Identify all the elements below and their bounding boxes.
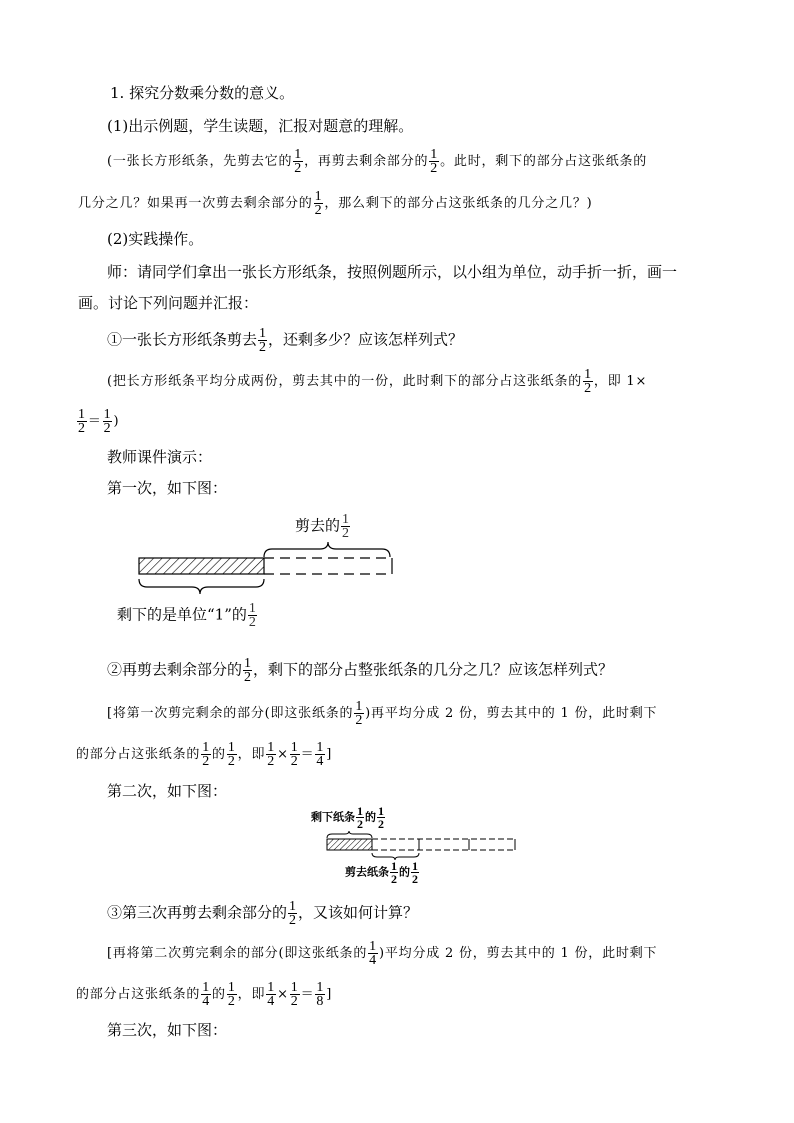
top-brace [264, 542, 390, 557]
remaining-part-hatched [139, 558, 264, 574]
figure-1 [117, 505, 410, 635]
question-2: ②再剪去剩余部分的 $\frac{1}{2}$ ，剩下的部分占整张纸条的几分之几？应该怎样列式？ [107, 656, 614, 685]
third-time-label: 第三次，如下图： [107, 1021, 228, 1039]
question-1: ①一张长方形纸条剪去 $\frac{1}{2}$ ，还剩多少？应该怎样列式？ [107, 326, 464, 355]
figure-1-bottom-label: 剩下的是单位“1”的 $\frac{1}{2}$ [117, 601, 256, 630]
fraction-one-half: $\frac{1}{2}$ [259, 326, 267, 355]
step-2-heading: (2)实践操作。 [107, 230, 204, 248]
bottom-brace [139, 579, 264, 594]
remaining-part-hatched [327, 839, 372, 850]
answer-2-line-1: [将第一次剪完剩余的部分(即这张纸条的 $\frac{1}{2}$ )再平均分成 2 份，剪去其中的 1 份，此时剩下 [107, 699, 658, 728]
first-time-label: 第一次，如下图： [107, 479, 228, 497]
fraction-one-half: $\frac{1}{2}$ [314, 189, 323, 218]
fraction-one-half: $\frac{1}{2}$ [289, 899, 297, 928]
teacher-instruction-line-2: 画。讨论下列问题并汇报： [78, 294, 259, 312]
answer-1-line-2: $\frac{1}{2}$ ＝ $\frac{1}{2}$ ) [78, 407, 120, 436]
answer-3-line-1: [再将第二次剪完剩余的部分(即这张纸条的 $\frac{1}{4}$ )平均分成 2 份，剪去其中的 1 份，此时剩下 [107, 939, 658, 968]
second-time-label: 第二次，如下图： [107, 782, 228, 800]
answer-2-line-2: 的部分占这张纸条的 $\frac{1}{2}$ 的 $\frac{1}{2}$ ，即 $\frac{1}{2}$ × $\frac{1}{2}$ ＝ $\frac{1}{4}$ ] [76, 740, 333, 769]
demo-label: 教师课件演示： [107, 448, 213, 466]
fraction-one-quarter: $\frac{1}{4}$ [369, 939, 377, 968]
question-3: ③第三次再剪去剩余部分的 $\frac{1}{2}$ ，又该如何计算？ [107, 899, 419, 928]
teacher-instruction-line-1: 师：请同学们拿出一张长方形纸条，按照例题所示，以小组为单位，动手折一折，画一 [107, 263, 678, 281]
fraction-one-half: $\frac{1}{2}$ [103, 407, 112, 436]
cut-part-dashed [264, 558, 392, 574]
example-text-line-2: 几分之几？如果再一次剪去剩余部分的 $\frac{1}{2}$ ，那么剩下的部分占这张纸条的几分之几？) [78, 189, 593, 218]
fraction-one-half: $\frac{1}{2}$ [78, 407, 86, 436]
answer-3-line-2: 的部分占这张纸条的 $\frac{1}{4}$ 的 $\frac{1}{2}$ ，即 $\frac{1}{4}$ × $\frac{1}{2}$ ＝ $\frac{1}{8}$ ] [76, 980, 333, 1009]
figure-2-bottom-label: 剪去纸条 $\frac{1}{2}$ 的 $\frac{1}{2}$ [345, 859, 418, 886]
figure-2 [305, 805, 520, 885]
section-heading: 1. 探究分数乘分数的意义。 [110, 84, 295, 102]
fraction-one-half: $\frac{1}{2}$ [355, 699, 364, 728]
figure-2-top-label: 剩下纸条 $\frac{1}{2}$ 的 $\frac{1}{2}$ [311, 804, 384, 831]
fraction-one-half: $\frac{1}{2}$ [244, 656, 252, 685]
fraction-one-half: $\frac{1}{2}$ [294, 147, 303, 176]
fraction-one-half: $\frac{1}{2}$ [584, 367, 592, 396]
step-1-heading: (1)出示例题，学生读题，汇报对题意的理解。 [107, 117, 414, 135]
figure-1-top-label: 剪去的 $\frac{1}{2}$ [295, 512, 350, 541]
fraction-one-half: $\frac{1}{2}$ [430, 147, 439, 176]
example-text-line-1: (一张长方形纸条，先剪去它的 $\frac{1}{2}$ ，再剪去剩余部分的 $\frac{1}{2}$ 。此时，剩下的部分占这张纸条的 [107, 147, 648, 176]
answer-1-line-1: (把长方形纸条平均分成两份，剪去其中的一份，此时剩下的部分占这张纸条的 $\frac{1}{2}$ ，即 1× [107, 367, 648, 396]
